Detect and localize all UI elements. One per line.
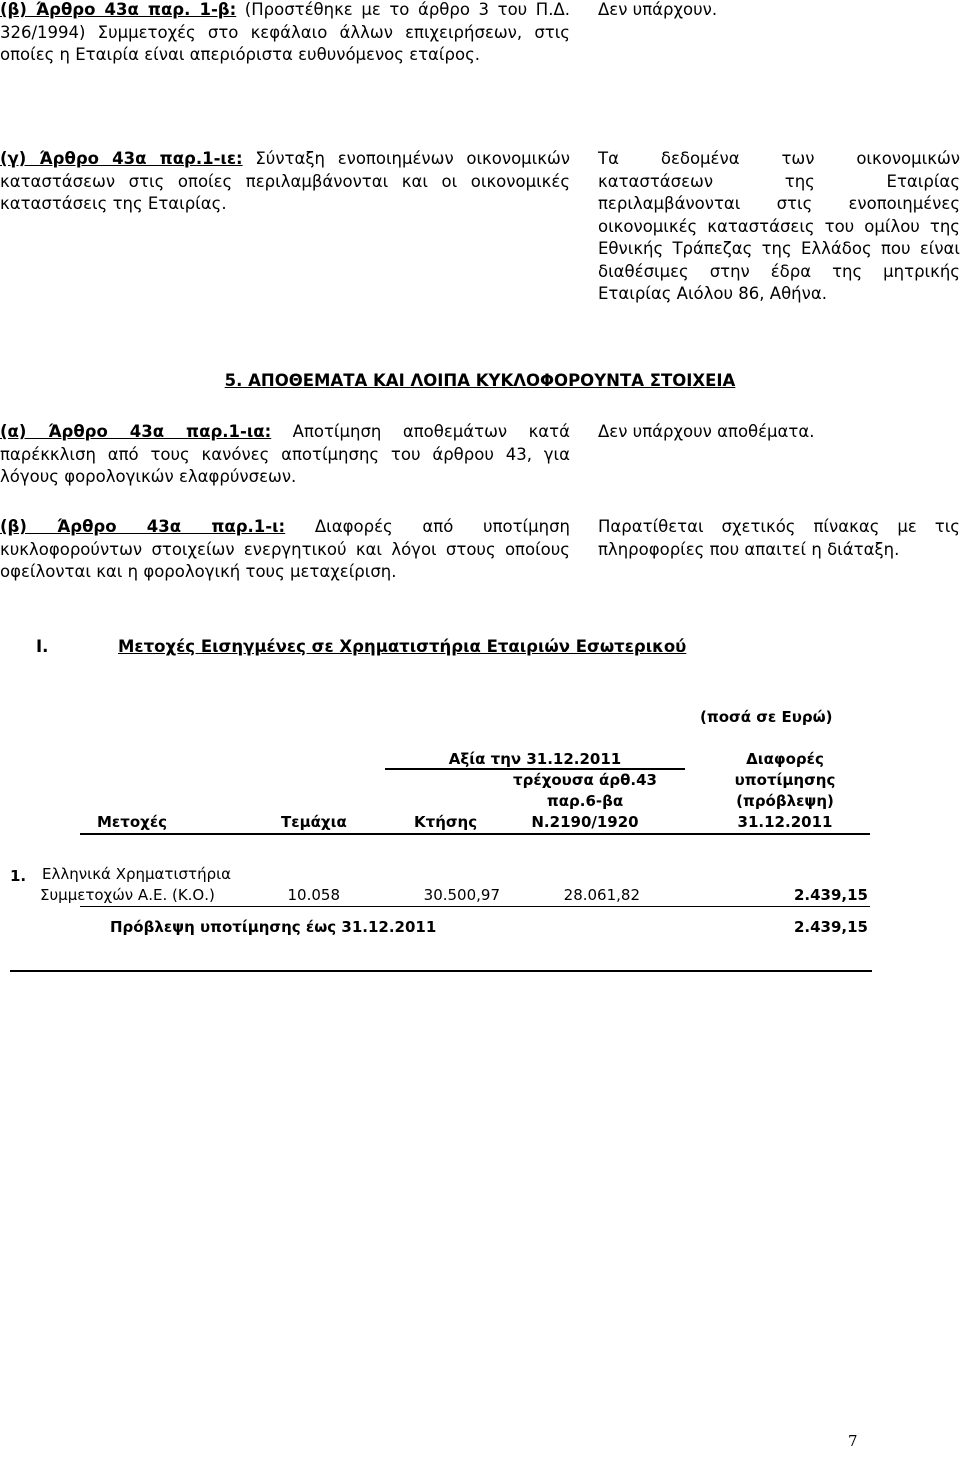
row-difference: 2.439,15 bbox=[793, 886, 868, 904]
currency-note: (ποσά σε Ευρώ) bbox=[700, 708, 833, 726]
paragraph-devaluation bbox=[0, 516, 570, 584]
article-description: Διαφορές από υποτίμηση κυκλοφορούντων στοιχείων ενεργητικού και λόγοι στους οποίους οφείλονται και η φορολογική τους μεταχείριση. bbox=[0, 517, 571, 581]
article-reference: (α) Άρθρο 43α παρ.1-ια: bbox=[0, 422, 272, 441]
table-title bbox=[0, 636, 960, 660]
table-bottom-rule bbox=[10, 970, 872, 972]
article-description: (Προστέθηκε με το άρθρο 3 του Π.Δ. 326/1994) Συμμετοχές στο κεφάλαιο άλλων επιχειρήσεων, στις οποίες η Εταιρία είναι απεριόριστα ευθυνόμενος εταίρος. bbox=[0, 0, 570, 64]
article-reference: (β) Άρθρο 43α παρ.1-ι: bbox=[0, 517, 286, 536]
page-number: 7 bbox=[848, 1432, 858, 1450]
row-number: 1. bbox=[10, 867, 27, 885]
article-description: Σύνταξη ενοποιημένων οικονομικών καταστάσεων στις οποίες περιλαμβάνονται και οι οικονομικές καταστάσεις της Εταιρίας. bbox=[0, 149, 571, 213]
header-pieces: Τεμάχια bbox=[281, 813, 347, 831]
provision-label: Πρόβλεψη υποτίμησης έως 31.12.2011 bbox=[110, 918, 437, 936]
paragraph-participations bbox=[0, 0, 570, 67]
answer-inventory: Δεν υπάρχουν αποθέματα. bbox=[598, 422, 815, 441]
row-company-line2: Συμμετοχών Α.Ε. (Κ.Ο.) bbox=[40, 886, 215, 904]
header-shares: Μετοχές bbox=[97, 813, 168, 831]
row-company-line1: Ελληνικά Χρηματιστήρια bbox=[42, 865, 232, 883]
answer-devaluation: Παρατίθεται σχετικός πίνακας με τις πληροφορίες που απαιτεί η διάταξη. bbox=[598, 517, 960, 559]
answer-consolidation: Τα δεδομένα των οικονομικών καταστάσεων της Εταιρίας περιλαμβάνονται στις ενοποιημένες οικονομικές καταστάσεις του ομίλου της Εθνικής Τράπεζας της Ελλάδος που είναι διαθέσιμες στην έδρα της μητρικής Εταιρίας Αιόλου 86, Αθήνα. bbox=[598, 149, 960, 303]
article-reference: (γ) Άρθρο 43α παρ.1-ιε: bbox=[0, 149, 243, 168]
table-heading: Μετοχές Εισηγμένες σε Χρηματιστήρια Εταιριών Εσωτερικού bbox=[118, 637, 687, 656]
header-underline bbox=[80, 833, 870, 835]
provision-value: 2.439,15 bbox=[793, 918, 868, 936]
row-acquisition: 30.500,97 bbox=[423, 886, 500, 904]
row-current: 28.061,82 bbox=[563, 886, 640, 904]
row-pieces: 10.058 bbox=[287, 886, 340, 904]
section-heading: 5. ΑΠΟΘΕΜΑΤΑ ΚΑΙ ΛΟΙΠΑ ΚΥΚΛΟΦΟΡΟΥΝΤΑ ΣΤΟΙΧΕΙΑ bbox=[224, 371, 736, 390]
value-group-header: Αξία την 31.12.2011 bbox=[448, 750, 622, 768]
paragraph-inventory bbox=[0, 421, 570, 489]
article-description: Αποτίμηση αποθεμάτων κατά παρέκκλιση από τους κανόνες αποτίμησης του άρθρου 43, για λόγους φορολογικών ελαφρύνσεων. bbox=[0, 422, 570, 486]
table-number: I. bbox=[36, 637, 49, 656]
row-underline bbox=[80, 906, 870, 907]
header-current-value: τρέχουσα άρθ.43 παρ.6-βα Ν.2190/1920 bbox=[513, 771, 657, 831]
header-difference: Διαφορές υποτίμησης (πρόβλεψη) 31.12.2011 bbox=[734, 750, 836, 831]
header-acquisition: Κτήσης bbox=[414, 813, 478, 831]
article-reference: (β) Άρθρο 43α παρ. 1-β: bbox=[0, 0, 237, 19]
paragraph-consolidation bbox=[0, 148, 570, 216]
answer-participations: Δεν υπάρχουν. bbox=[598, 0, 718, 19]
